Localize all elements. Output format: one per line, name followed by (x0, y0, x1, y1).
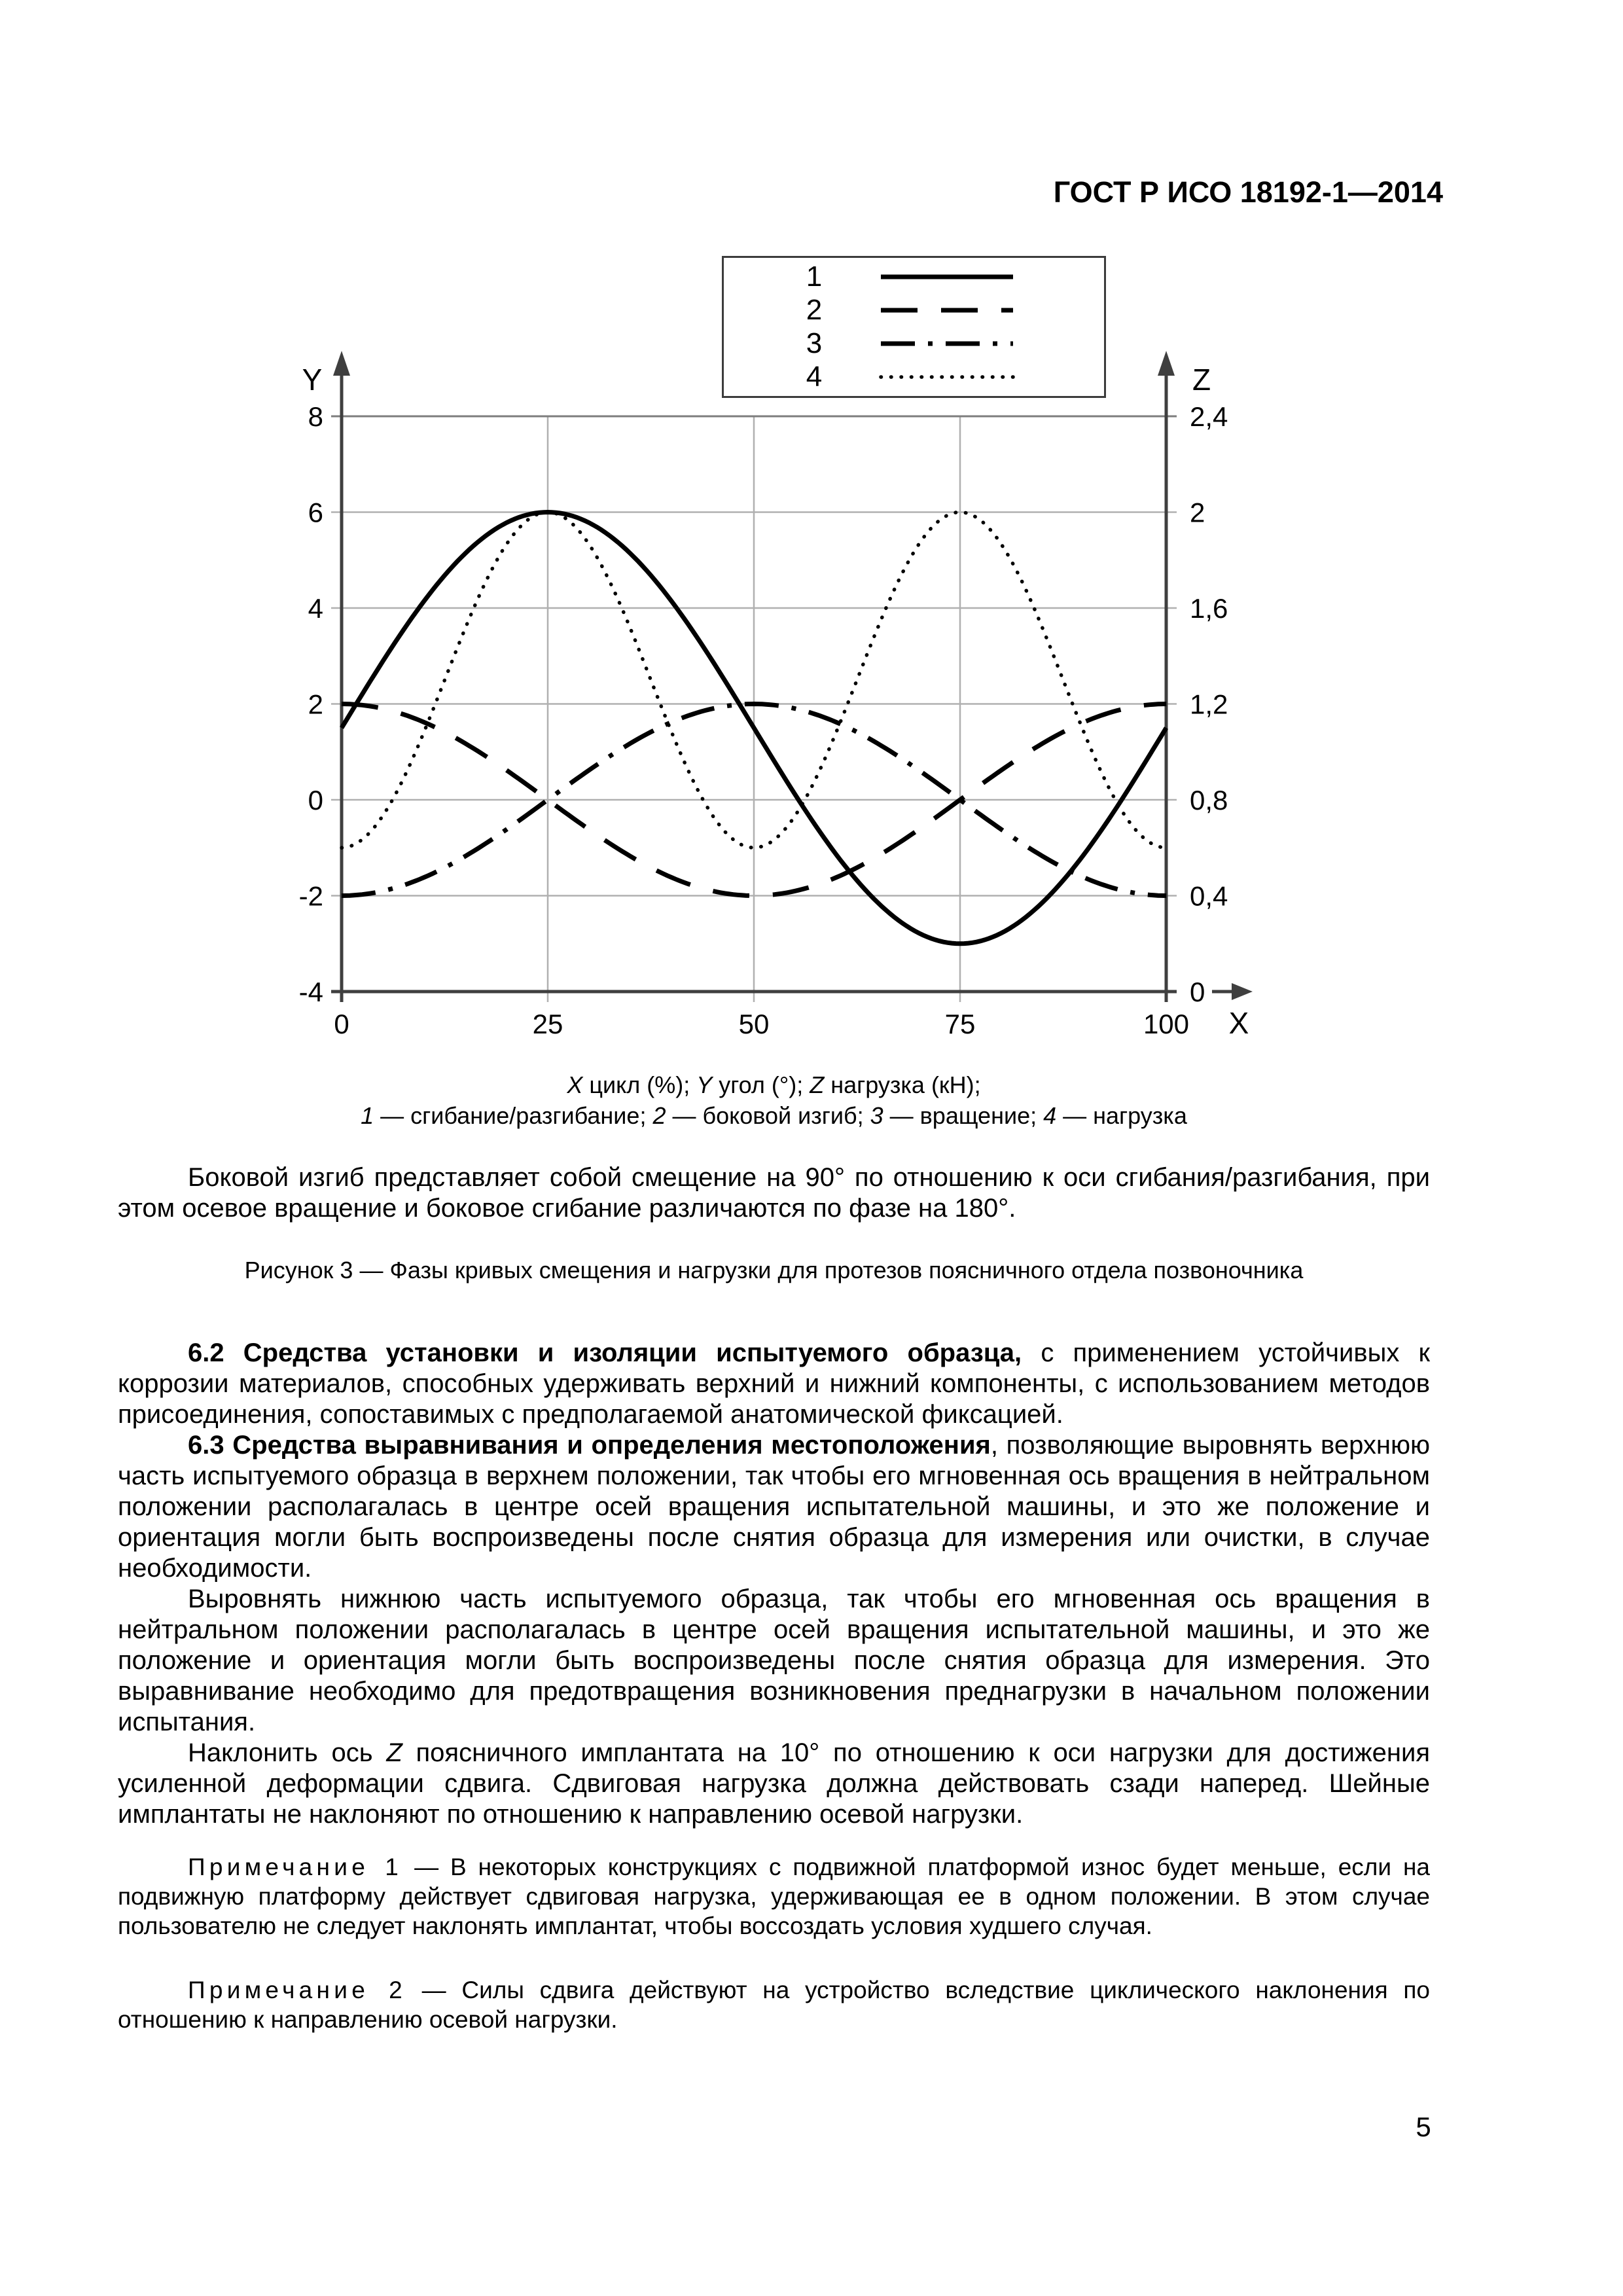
text-run: — вращение; (883, 1102, 1044, 1129)
text-run: — нагрузка (1056, 1102, 1187, 1129)
legend-key-label: 2 (806, 294, 823, 326)
legend-row-3 (724, 329, 1104, 358)
y-tick--2: -2 (298, 880, 323, 912)
y-axis-label: Y (302, 363, 323, 397)
phase-chart-figure (216, 340, 1302, 1106)
text-run: поясничного имплантата на 10° по отношению к оси нагрузки для достижения усиленной деформации сдвига. Сдвиговая нагрузка должна действовать сзади наперед. Шейные имплантаты не наклоняют по отношению к направлению осевой нагрузки. (118, 1738, 1430, 1829)
paragraph-tilt-axis (118, 1738, 1430, 1830)
legend-row-2 (724, 296, 1104, 325)
text-run: , позволяющие выровнять верхнюю часть испытуемого образца в верхнем положении, так чтобы его мгновенная ось вращения в нейтральном положении располагалась в центре осей вращения испытательной машины, и это же положение и ориентация могли быть воспроизведены после снятия образца для измерения или очистки, в случае необходимости. (118, 1431, 1430, 1583)
paragraph-6-3 (118, 1430, 1430, 1584)
y-tick-2: 2 (308, 689, 323, 720)
text-run: — боковой изгиб; (666, 1102, 870, 1129)
y-tick-8: 8 (308, 401, 323, 432)
paragraph-6-2 (118, 1338, 1430, 1430)
legend-line-sample-dotted (878, 372, 1016, 382)
x-tick-100: 100 (1143, 1009, 1190, 1039)
chart-caption (118, 1069, 1430, 1131)
z-tick-2,4: 2,4 (1190, 401, 1228, 432)
page-header: ГОСТ Р ИСО 18192-1—2014 (1053, 175, 1443, 209)
text-run: — Силы сдвига действуют на устройство вследствие циклического наклонения по отношению к направлению осевой нагрузки. (118, 1977, 1430, 2033)
text-run: угол (°); (712, 1071, 810, 1098)
text-run: — В некоторых конструкциях с подвижной платформой износ будет меньше, если на подвижную платформу действует сдвиговая нагрузка, удерживающая ее в одном положении. В этом случае пользователю не следует наклонять имплантат, чтобы воссоздать условия худшего случая. (118, 1854, 1430, 1939)
legend-row-4 (724, 363, 1104, 391)
text-run: цикл (%); (582, 1071, 697, 1098)
text-run: 1 (361, 1102, 374, 1129)
legend-line-sample-dashed (878, 306, 1016, 315)
phase-chart (216, 340, 1302, 1106)
text-run: Наклонить ось (188, 1738, 387, 1767)
text-run: 4 (1043, 1102, 1057, 1129)
y-axis-arrow (333, 351, 350, 376)
text-run: Примечание 2 (188, 1977, 406, 2003)
z-tick-2: 2 (1190, 497, 1205, 528)
text-run: 6.2 Средства установки и изоляции испытуемого образца, (188, 1338, 1022, 1367)
text-run: нагрузка (кН); (824, 1071, 981, 1098)
legend-line-sample-solid (878, 272, 1016, 281)
z-tick-1,2: 1,2 (1190, 689, 1228, 720)
text-run: 3 (870, 1102, 883, 1129)
legend-key-label: 3 (806, 327, 823, 359)
note-1 (118, 1852, 1430, 1941)
chart-axis-caption (118, 1069, 1430, 1100)
legend-line-sample-dashdot (878, 339, 1016, 348)
figure-caption: Рисунок 3 — Фазы кривых смещения и нагрузки для протезов поясничного отдела позвоночника (244, 1257, 1304, 1283)
legend-key-label: 4 (806, 361, 823, 393)
text-run: Z (386, 1738, 402, 1767)
text-run: Y (696, 1071, 713, 1098)
y-tick-0: 0 (308, 785, 323, 816)
x-axis-label: X (1228, 1006, 1249, 1040)
legend-row-1 (724, 262, 1104, 291)
chart-series-caption (118, 1100, 1430, 1131)
text-run: 2 (652, 1102, 666, 1129)
note-2 (118, 1975, 1430, 2034)
y-tick--4: -4 (298, 977, 323, 1007)
x-axis-arrow (1232, 983, 1253, 1000)
text-run: — сгибание/разгибание; (374, 1102, 653, 1129)
x-tick-25: 25 (532, 1009, 563, 1039)
chart-legend (722, 256, 1106, 398)
y-tick-6: 6 (308, 497, 323, 528)
text-run: Боковой изгиб представляет собой смещение на 90° по отношению к оси сгибания/разгибания, при этом осевое вращение и боковое сгибание различаются по фазе на 180°. (118, 1163, 1430, 1223)
x-tick-0: 0 (334, 1009, 349, 1039)
legend-key-label: 1 (806, 260, 823, 293)
text-run: с применением устойчивых к коррозии материалов, способных удерживать верхний и нижний компоненты, с использованием методов присоединения, сопоставимых с предполагаемой анатомической фиксацией. (118, 1338, 1430, 1429)
text-run: X (567, 1071, 583, 1098)
text-run: Z (810, 1071, 825, 1098)
page-number: 5 (1416, 2111, 1431, 2142)
paragraph-text (118, 1162, 1430, 1224)
z-axis-arrow (1158, 351, 1175, 376)
body-text-block (118, 1338, 1430, 1830)
note-1-text (118, 1852, 1430, 1941)
y-tick-4: 4 (308, 593, 323, 624)
text-run: 6.3 Средства выравнивания и определения местоположения (188, 1431, 991, 1460)
z-tick-0,4: 0,4 (1190, 880, 1228, 912)
paragraph-align-lower (118, 1584, 1430, 1738)
text-run: Выровнять нижнюю часть испытуемого образца, так чтобы его мгновенная ось вращения в нейтральном положении располагалась в центре осей вращения испытательной машины, и это же положение и ориентация могли быть воспроизведены после снятия образца для измерения. Это выравнивание необходимо для предотвращения возникновения преднагрузки в начальном положении испытания. (118, 1585, 1430, 1736)
note-2-text (118, 1975, 1430, 2034)
z-axis-label: Z (1192, 363, 1211, 397)
text-run: Примечание 1 (188, 1854, 403, 1880)
paragraph-lateral-bend (118, 1162, 1430, 1224)
z-tick-1,6: 1,6 (1190, 593, 1228, 624)
x-tick-75: 75 (944, 1009, 976, 1039)
z-tick-0: 0 (1190, 977, 1205, 1007)
x-tick-50: 50 (738, 1009, 770, 1039)
z-tick-0,8: 0,8 (1190, 785, 1228, 816)
